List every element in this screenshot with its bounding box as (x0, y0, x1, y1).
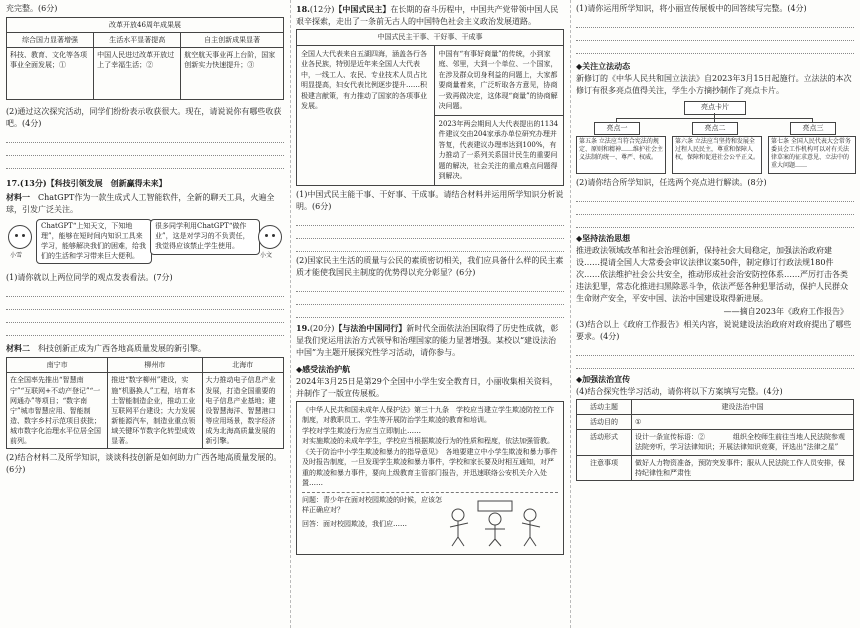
card-detail: 第五条 立法应当符合宪法的规定、原则和精神……维护社会主义法制的统一、尊严、权威。 (576, 136, 666, 174)
dialog-question: 问题：青少年在面对校园欺凌的时候，应该怎样正确应对？ (302, 495, 442, 514)
plan-label: 活动形式 (577, 430, 632, 455)
answer-line[interactable] (6, 285, 284, 297)
continued-line: 充完整。(6分) (6, 4, 58, 13)
answer-line[interactable] (296, 280, 564, 292)
plan-label: 注意事项 (577, 455, 632, 480)
source-citation: ——摘自2023年《政府工作报告》 (723, 307, 848, 316)
material-label: 材料二 (6, 343, 30, 354)
city-table (6, 357, 284, 449)
material-1 (6, 191, 284, 216)
material-2 (6, 342, 284, 355)
table-cell: 在全国率先推出“智慧南宁”“互联网+不动产登记”“一网通办”等项目；“数字南宁”城市智慧应用、智能制造、数字乡村示范项目获批；城市数字化治理水平位居全国前列。 (7, 373, 108, 449)
table-header: 自主创新成果显著 (181, 33, 284, 48)
student-face-icon (8, 225, 32, 249)
section-heading: ◆感受法治护航 (296, 363, 351, 374)
question-19-1: (1)请你运用所学知识，将小丽宣传展板中的回答续写完整。(4分) (576, 4, 807, 13)
box-title: 中国式民主干事、干好事、干成事 (297, 30, 563, 46)
plan-value: 做好人力物资准备，预防突发事件；服从人民法院工作人员安排，保持纪律性和严肃性 (632, 455, 854, 480)
plan-value[interactable]: 设计一条宣传标语：② 组织全校师生前往当地人民法院参观法院旁听，学习法律知识；开展法律知识竞赛，评选出“法律之星” (632, 430, 854, 455)
table-cell[interactable]: 科技、教育、文化等各项事业全面发展；① (7, 48, 94, 100)
question-19-3: (3)结合以上《政府工作报告》相关内容，说说建设法治政府对政府提出了哪些要求。(4分) (576, 320, 852, 341)
law-line: 《中华人民共和国未成年人保护法》第三十九条 学校应当建立学生欺凌防控工作制度，对教职员工、学生等开展防治学生欺凌的教育和培训。 (302, 405, 554, 424)
answer-line[interactable] (576, 16, 854, 28)
question-number: 17. (6, 178, 20, 189)
student-name: 小文 (260, 252, 273, 260)
box-left-text: 全国人大代表来自五湖四海，涵盖各行各业各民族，特别是近年来全国人大代表中，一线工人、农民、专业技术人员占比明显提高，妇女代表比例逐步提升……积极建言献策，有力推动了国家的各项事业发展。 (297, 46, 435, 185)
answer-line[interactable] (576, 344, 854, 356)
table-header: 生活水平显著提高 (94, 33, 181, 48)
box-right-top: 中国有“有事好商量”的传统，小到家庭、邻里，大到一个单位、一个国家，在涉及群众切身利益的问题上，大家都要商量着来，广泛听取各方意见，协商一致再做决定，这体现“商量”的协商解决问题。 (435, 46, 564, 116)
student-name: 小雪 (10, 252, 23, 260)
question-19-heading (296, 322, 564, 359)
law-line: 对实施欺凌的未成年学生，学校应当根据欺凌行为的性质和程度，依法加强管教。 (302, 437, 554, 445)
dialog-answer[interactable]: 回答：面对校园欺凌，我们应…… (302, 519, 407, 528)
section-text: 2024年3月25日是第29个全国中小学生安全教育日，小丽收集相关资料，并制作了一版宣传展板。 (296, 376, 558, 398)
question-intro: 新时代全面依法治国取得了历史性成就，彰显我们党运用法治方式领导和治理国家的能力显著增强。某校以“建设法治中国”为主题开展探究性学习活动，请你参与。 (296, 323, 559, 357)
activity-plan-table (576, 399, 854, 481)
law-line: 《关于防治中小学生欺凌和暴力的指导意见》 各地要建立中小学生欺凌和暴力事件及时报告制度，一旦发现学生欺凌和暴力事件，学校和家长要及时相互通知，对严重的欺凌和暴力事件，要向上级教育主管部门报告，并迅速联络公安机关介入处置…… (302, 447, 558, 487)
question-19-4: (4)结合探究性学习活动，请你将以下方案填写完整。(4分) (576, 387, 783, 396)
answer-line[interactable] (6, 311, 284, 323)
material-label: 材料一 (6, 192, 30, 203)
speech-bubble-left: ChatGPT“上知天文，下知地理”，能够在短时间内知识工具来学习，能够解决我们的困难，给我们的生活和学习带来巨大便利。 (36, 219, 152, 264)
answer-line[interactable] (6, 144, 284, 156)
achievement-table (6, 17, 284, 100)
plan-label: 活动目的 (577, 415, 632, 430)
student-face-icon (258, 225, 282, 249)
section-heading: ◆加强法治宣传 (576, 374, 631, 384)
material-text: ChatGPT作为一款生成式人工智能软件，全新的聊天工具，火遍全球，引发广泛关注。 (6, 193, 275, 215)
card-item: 亮点一 (594, 122, 640, 135)
answer-line[interactable] (576, 29, 854, 41)
section-text: 新修订的《中华人民共和国立法法》自2023年3月15日起施行。立法法的本次修订有很多亮点值得关注，学生小方摘抄制作了亮点卡片。 (576, 74, 852, 95)
law-line: 学校对学生欺凌行为应当立即制止…… (302, 426, 421, 435)
card-detail: 第六条 立法应当坚持和发展全过程人民民主，尊重和保障人权，保障和促进社会公平正义。 (672, 136, 762, 174)
card-item: 亮点三 (790, 122, 836, 135)
question-topic: 【与法治中国同行】 (334, 322, 407, 333)
section-heading: ◆坚持法治思想 (576, 233, 631, 243)
section-heading: ◆关注立法动态 (576, 61, 631, 71)
card-item: 亮点二 (692, 122, 738, 135)
answer-line[interactable] (296, 227, 564, 239)
question-19-2: (2)请你结合所学知识，任选两个亮点进行解读。(8分) (576, 178, 767, 187)
column-middle (290, 0, 570, 628)
question-score: (13分) (19, 178, 47, 189)
card-detail: 第七条 全国人民代表大会常务委员会工作机构可以对有关法律草案的征求意见、立法中的重大问题…… (768, 136, 856, 174)
table-cell[interactable]: 中国人民进过改革开放过上了幸福生活；② (94, 48, 181, 100)
question-17-heading (6, 177, 284, 189)
question-17-1: (1)请你就以上两位同学的观点发表看法。(7分) (6, 273, 173, 283)
question-topic: 【科技引领发展 创新赢得未来】 (46, 178, 167, 189)
table-cell: 大力推动电子信息产业发展，打造全国重要的电子信息产业基地；建设智慧海洋、智慧港口等应用场景，数字经济成为北海高质量发展的新引擎。 (202, 373, 283, 449)
question-topic: 【中国式民主】 (334, 4, 391, 14)
question-number: 18. (296, 4, 310, 14)
plan-label: 活动主题 (577, 400, 632, 415)
question-17-2: (2)结合材料二及所学知识，谈谈科技创新是如何助力广西各地高质量发展的。(6分) (6, 453, 282, 475)
column-right (570, 0, 860, 628)
table-header: 综合国力显著增强 (7, 33, 94, 48)
question-intro: 在长期的奋斗历程中，中国共产党带领中国人民艰辛探索，走出了一条前无古人的中国特色社会主义政治发展道路。 (296, 5, 559, 26)
table-cell: 推进“数字柳州”建设，实施“机器换人”工程，培育本土智能制造企业，推动工业互联网平台建设；大力发展新能源汽车，制造业重点领域关键环节数字化转型成效显著。 (108, 373, 202, 449)
question-score: (20分) (309, 323, 335, 333)
students-anti-bullying-illustration (440, 499, 550, 547)
answer-line[interactable] (296, 293, 564, 305)
answer-line[interactable] (6, 298, 284, 310)
question-number: 19. (296, 322, 310, 333)
question-score: (12分) (309, 5, 335, 14)
table-header: 南宁市 (7, 358, 108, 373)
answer-line[interactable] (6, 157, 284, 169)
answer-line[interactable] (6, 131, 284, 143)
box-right-bottom: 2023年两会期间人大代表提出的1134件建议交由204家承办单位研究办理并答复，代表建议办理率达到100%，有力推动了一系列关系国计民生的重要问题的解决，社会关注的重点难点问题得到解决。 (438, 119, 559, 180)
table-header: 北海市 (202, 358, 283, 373)
card-title: 亮点卡片 (684, 101, 746, 115)
answer-line[interactable] (296, 306, 564, 318)
question-16-2: (2)通过这次探究活动，同学们纷纷表示收获很大。现在，请说说你有哪些收获吧。(4分) (6, 107, 282, 129)
table-title: 改革开放46周年成果展 (7, 18, 284, 33)
answer-line[interactable] (296, 214, 564, 226)
question-18-2: (2)国家民主生活的质量与公民的素质密切相关，我们应具备什么样的民主素质才能使我国民主制度的优势得以充分彰显？(6分) (296, 255, 564, 277)
plan-value: 建设法治中国 (632, 400, 854, 415)
speech-bubble-right: 很多同学利用ChatGPT“做作业”，这是对学习的不负责任，我觉得应该禁止学生使用。 (150, 219, 260, 254)
answer-line[interactable] (576, 357, 854, 369)
question-18-1: (1)中国式民主能干事、干好事、干成事。请结合材料并运用所学知识分析说明。(6分) (296, 189, 564, 211)
answer-line[interactable] (296, 240, 564, 252)
answer-line[interactable] (576, 190, 854, 202)
section-text: 推进政法领域改革和社会治理创新，保持社会大局稳定，加强法治政府建设……提请全国人大常委会审议法律议案50件，制定修订行政法规180件次……依法维护社会公共安全，推动形成社会治安防控体系……严厉打击各类违法犯罪，常态化推进扫黑除恶斗争，依法严惩各种犯罪活动，保护人民群众生命财产安全，平安中国、法治中国建设取得新进展。 (576, 246, 848, 303)
column-left (0, 0, 290, 628)
answer-line[interactable] (576, 42, 854, 54)
plan-value[interactable]: ① (632, 415, 854, 430)
answer-line[interactable] (576, 203, 854, 215)
answer-line[interactable] (6, 324, 284, 336)
highlight-card-diagram (576, 101, 854, 173)
answer-line[interactable] (576, 216, 854, 228)
question-18-heading (296, 3, 564, 28)
student-dialog-illustration (6, 219, 284, 269)
table-header: 柳州市 (108, 358, 202, 373)
material-text: 科技创新正成为广西各地高质量发展的新引擎。 (38, 344, 206, 354)
table-cell[interactable]: 航空航天事业再上台阶，国家创新实力快速提升；③ (181, 48, 284, 100)
democracy-material-box (296, 29, 564, 186)
law-poster-box (296, 401, 564, 555)
